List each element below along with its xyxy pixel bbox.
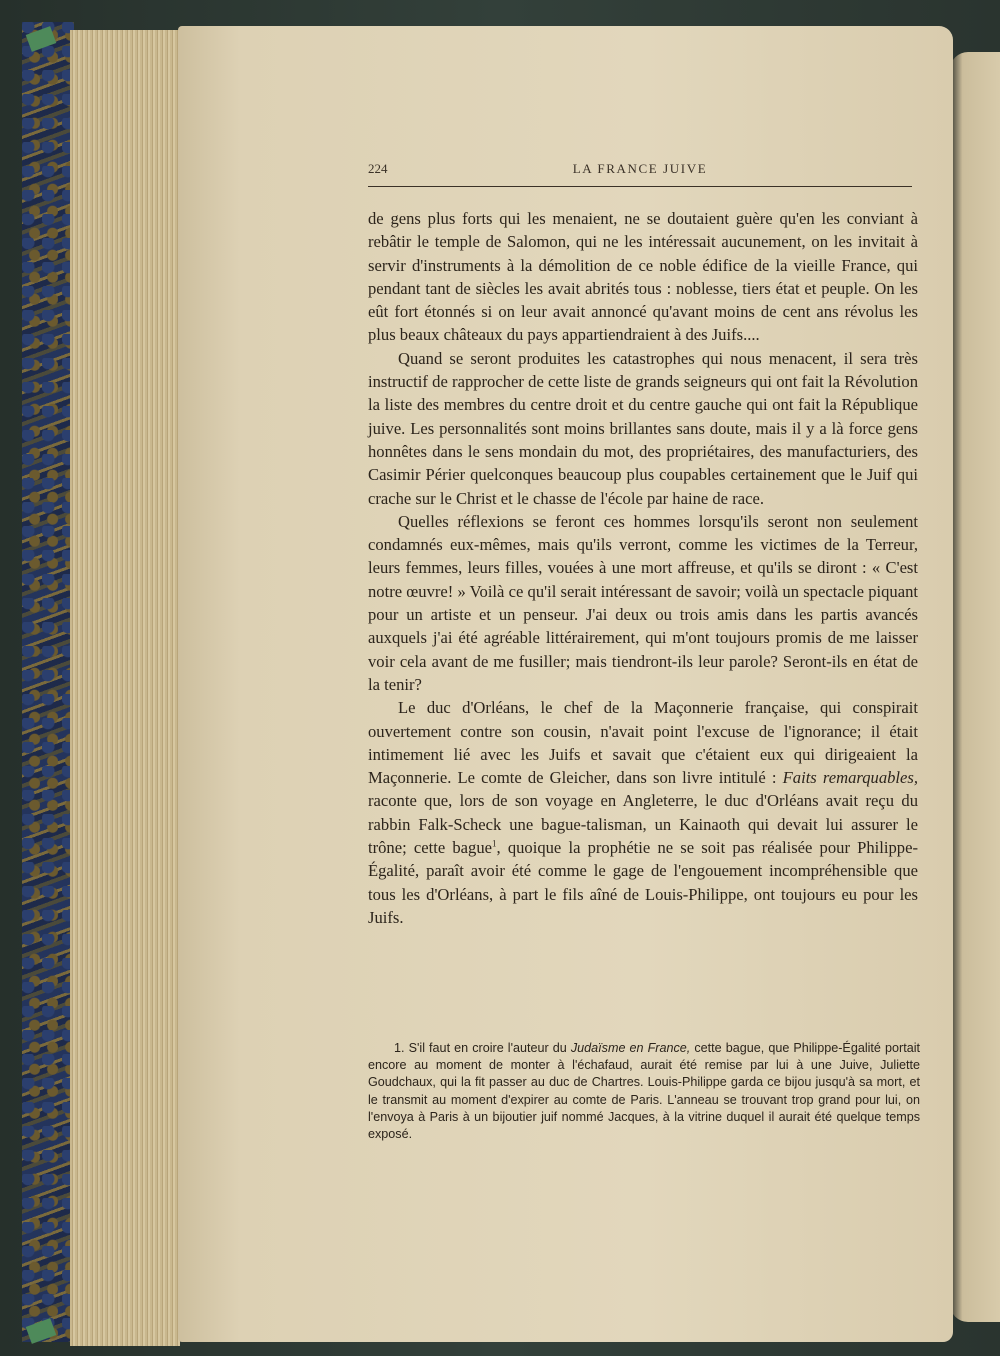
marbled-binding-edge xyxy=(22,22,74,1342)
facing-page-edge xyxy=(950,52,1000,1322)
paragraph-4-part-3: , quoique la prophétie ne se soit pas réalisée pour Philippe-Égalité, paraît avoir été comme le gage de l'engouement incompréhensible que tous les d'Orléans, à part le fils aîné de Louis-Philippe, ont toujours eu pour les Juifs. xyxy=(368,838,918,927)
book-title-faits-remarquables: Faits remarquables, xyxy=(782,768,919,788)
paragraph-2: Quand se seront produites les catastrophes qui nous menacent, il sera très instructif de rapprocher de cette liste de grands seigneurs qui ont fait la Révolution la liste des membres du centre droit et du centre gauche qui ont fait la République juive. Les personnalités sont moins brillantes sans doute, mais il y a là force gens honnêtes dans le sens mondain du mot, des propriétaires, des manufacturiers, des Casimir Périer quelconques beaucoup plus coupables certainement que le Juif qui crache sur le Christ et le chasse de l'école par haine de race. xyxy=(368,348,918,508)
footnote xyxy=(368,1040,920,1143)
book-title-judaisme-en-france: Judaïsme en France, xyxy=(570,1041,691,1055)
footnote-reference: 1 xyxy=(492,838,497,849)
footnote-part-1: S'il faut en croire l'auteur du xyxy=(404,1041,571,1055)
footnote-part-2: cette bague, que Philippe-Égalité portait encore au moment de monter à l'échafaud, aurait été remise par lui à une Juive, Juliette Goudchaux, qui la fit passer au duc de Chartres. Louis-Philippe garda ce bijou jusqu'à sa mort, et le transmit au moment d'expirer au comte de Paris. L'anneau se trouvant trop grand pour lui, on l'envoya à Paris à un bijoutier juif nommé Jacques, à la vitrine duquel il aurait été quelque temps exposé. xyxy=(368,1041,920,1142)
page-number: 224 xyxy=(368,161,388,176)
running-title: LA FRANCE JUIVE xyxy=(572,161,708,176)
footnote-number: 1. xyxy=(394,1041,405,1055)
page-stack-edge xyxy=(70,30,180,1346)
header-rule xyxy=(368,186,912,187)
running-head xyxy=(368,161,912,179)
paragraph-4-part-2: raconte que, lors de son voyage en Angleterre, le duc d'Orléans avait reçu du rabbin Falk-Scheck une bague-talisman, un Kainaoth qui devait lui assurer le trône; cette bague xyxy=(368,791,918,858)
paragraph-4-part-1: Le duc d'Orléans, le chef de la Maçonnerie française, qui conspirait ouvertement contre son cousin, n'avait point l'excuse de l'ignorance; il était intimement lié avec les Juifs et savait que c'étaient eux qui dirigeaient la Maçonnerie. Le comte de Gleicher, dans son livre intitulé : xyxy=(368,698,918,788)
paragraph-3: Quelles réflexions se feront ces hommes lorsqu'ils seront non seulement condamnés eux-mêmes, mais qu'ils verront, comme les victimes de la Terreur, leurs femmes, leurs filles, vouées à une mort affreuse, et qu'ils se diront : « C'est notre œuvre! » Voilà ce qu'il serait intéressant de savoir; voilà un spectacle piquant pour un artiste et un penseur. J'ai deux ou trois amis dans les partis avancés auxquels j'ai été agréable littérairement, qui m'ont toujours promis de me laisser voir cela avant de me fusiller; mais tiendront-ils leur parole? Seront-ils en état de la tenir? xyxy=(368,511,918,694)
main-text xyxy=(368,207,918,929)
paragraph-4 xyxy=(368,696,918,929)
paragraph-1: de gens plus forts qui les menaient, ne se doutaient guère qu'en les conviant à rebâtir le temple de Salomon, qui ne les intéressait aucunement, on les invitait à servir d'instruments à la démolition de ce noble édifice de la vieille France, qui pendant tant de siècles les avait abrités tous : noblesse, tiers état et peuple. On les eût fort étonnés si on leur avait annoncé qu'avant moins de cent ans révolus les plus beaux châteaux du pays appartiendraient à des Juifs.... xyxy=(368,209,918,345)
